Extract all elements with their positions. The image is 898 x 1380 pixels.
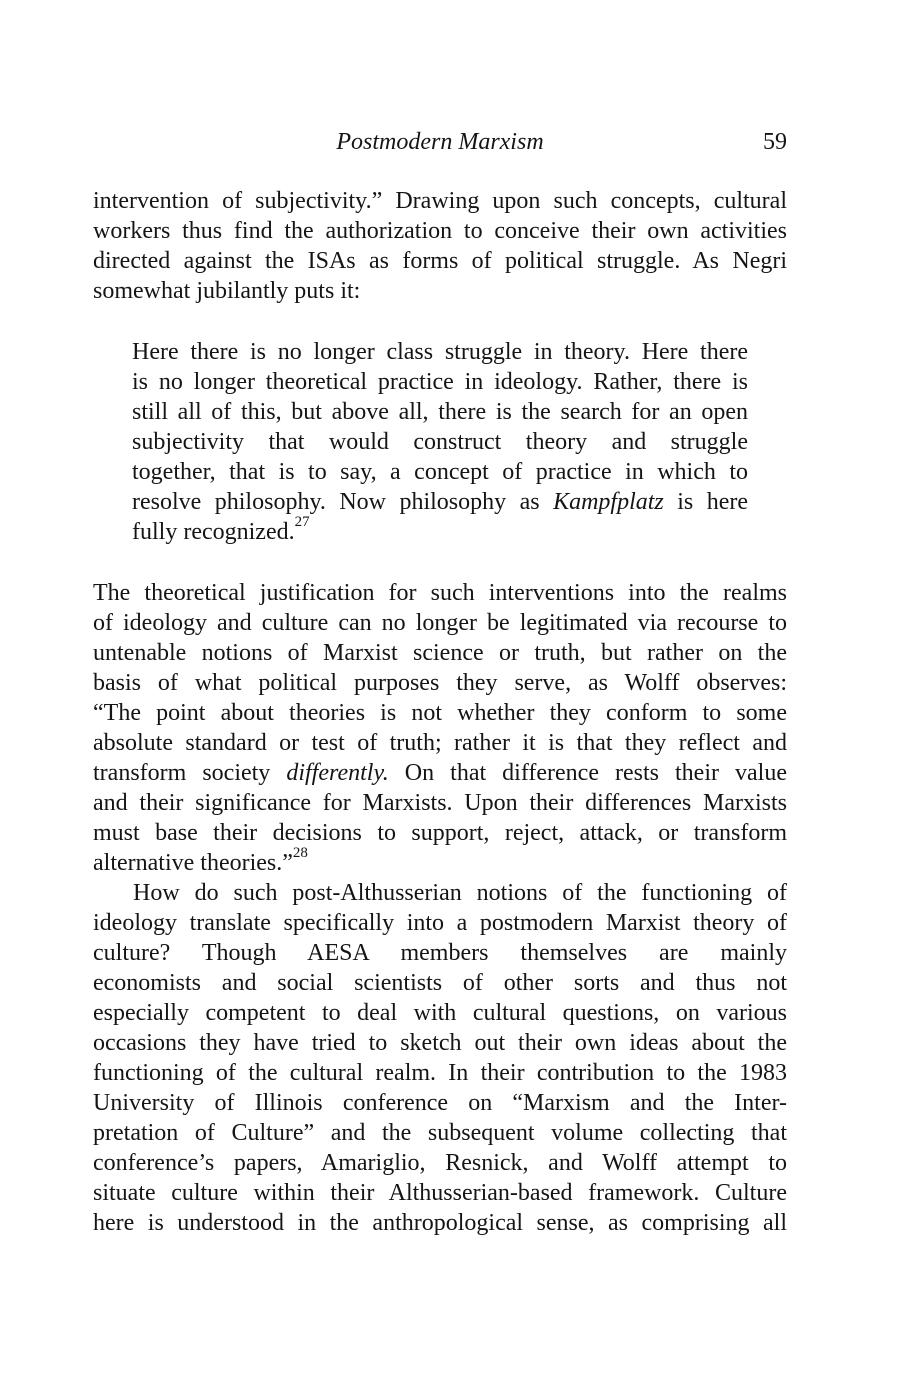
text-line: University of Illinois conference on “Marxism and the Inter- [93, 1090, 787, 1116]
text-line: here is understood in the anthropological sense, as comprising all [93, 1210, 787, 1236]
text-line: culture? Though AESA members themselves are mainly [93, 940, 787, 966]
text-line: ideology translate specifically into a postmodern Marxist theory of [93, 910, 787, 936]
text-line: directed against the ISAs as forms of political struggle. As Negri [93, 248, 787, 274]
quote-text: fully recognized. [132, 519, 295, 545]
italic-emphasis: differently. [286, 760, 389, 786]
italic-term: Kampfplatz [553, 489, 664, 515]
text-line: basis of what political purposes they serve, as Wolff observes: [93, 670, 787, 696]
text-line: somewhat jubilantly puts it: [93, 278, 361, 304]
text-line: must base their decisions to support, reject, attack, or transform [93, 820, 787, 846]
text-line [93, 845, 787, 878]
quote-line [132, 514, 748, 547]
quote-line: subjectivity that would construct theory and struggle [132, 429, 748, 455]
quote-line: Here there is no longer class struggle in theory. Here there [132, 339, 748, 365]
paragraph-1 [93, 186, 787, 306]
text-line: “The point about theories is not whether they conform to some [93, 700, 787, 726]
text-line [93, 758, 787, 788]
text-line: and their significance for Marxists. Upon their differences Marxists [93, 790, 787, 816]
quote-text: is here [663, 489, 748, 515]
body-text: alternative theories.” [93, 850, 293, 876]
text-line: functioning of the cultural realm. In their contribution to the 1983 [93, 1060, 787, 1086]
text-line: especially competent to deal with cultural questions, on various [93, 1000, 787, 1026]
text-line: The theoretical justification for such interventions into the realms [93, 580, 787, 606]
text-line: untenable notions of Marxist science or truth, but rather on the [93, 640, 787, 666]
paragraph-3 [93, 878, 787, 1238]
body-text: transform society [93, 760, 287, 786]
text-line: economists and social scientists of other sorts and thus not [93, 970, 787, 996]
block-quote [132, 337, 748, 547]
quote-line: still all of this, but above all, there is the search for an open [132, 399, 748, 425]
text-line: conference’s papers, Amariglio, Resnick, and Wolff attempt to [93, 1150, 787, 1176]
running-head-title: Postmodern Marxism [336, 129, 544, 155]
page-number: 59 [763, 129, 787, 155]
text-line: situate culture within their Althusserian-based framework. Culture [93, 1180, 787, 1206]
text-line: intervention of subjectivity.” Drawing upon such concepts, cultural [93, 188, 787, 214]
quote-line: together, that is to say, a concept of practice in which to [132, 459, 748, 485]
footnote-reference: 27 [294, 514, 310, 530]
text-line: How do such post-Althusserian notions of the functioning of [133, 880, 787, 906]
body-text: On that difference rests their value [388, 760, 787, 786]
quote-text: resolve philosophy. Now philosophy as [132, 489, 554, 515]
paragraph-2 [93, 578, 787, 878]
text-line: occasions they have tried to sketch out their own ideas about the [93, 1030, 787, 1056]
text-line: of ideology and culture can no longer be legitimated via recourse to [93, 610, 787, 636]
text-line: absolute standard or test of truth; rather it is that they reflect and [93, 730, 787, 756]
text-line: pretation of Culture” and the subsequent volume collecting that [93, 1120, 787, 1146]
quote-line [132, 487, 748, 517]
footnote-reference: 28 [292, 845, 308, 861]
quote-line: is no longer theoretical practice in ideology. Rather, there is [132, 369, 748, 395]
text-line: workers thus find the authorization to conceive their own activities [93, 218, 787, 244]
running-head [93, 124, 787, 160]
